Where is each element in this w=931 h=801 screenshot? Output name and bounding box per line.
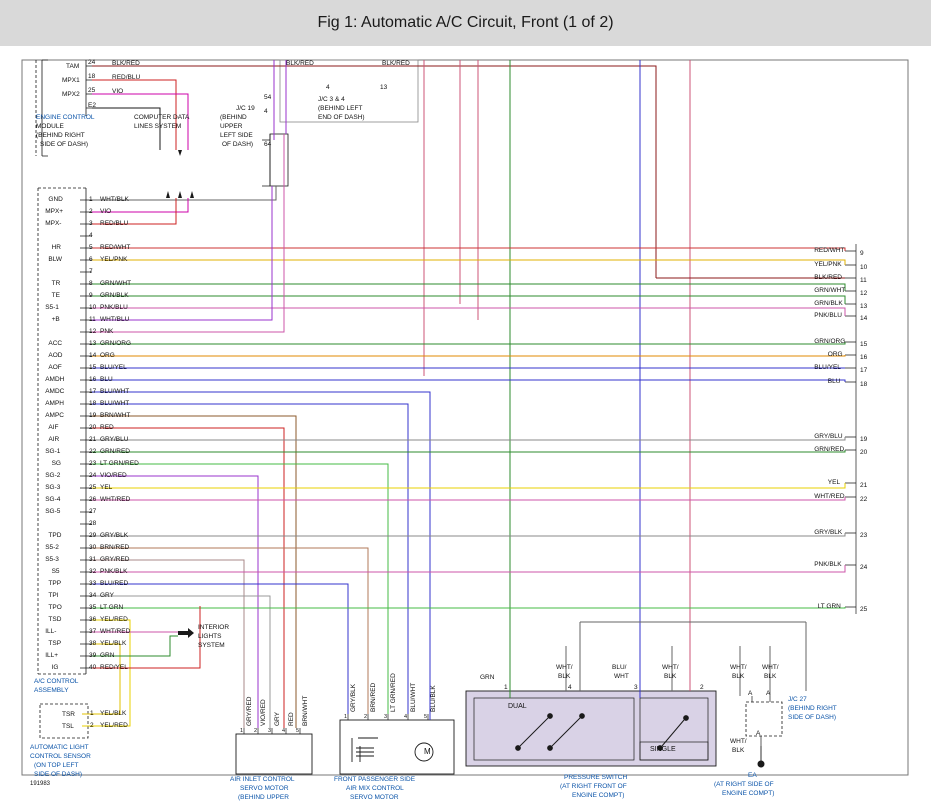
- ac-pin-name-14: AOF: [48, 364, 62, 371]
- ac-pin-num-28: 29: [89, 532, 97, 539]
- ac-pin-wire-9: PNK/BLU: [100, 304, 128, 311]
- light-sensor-label-0: AUTOMATIC LIGHT: [30, 744, 89, 751]
- right-pin-num-5: 14: [860, 315, 868, 322]
- ac-pin-name-2: MPX-: [45, 220, 62, 227]
- computer-data-label-0: COMPUTER DATA: [134, 114, 190, 121]
- right-pin-wire-16: LT GRN: [817, 603, 841, 610]
- pressure-pin-3: 2: [700, 684, 704, 691]
- ecm-pin-wire-1: RED/BLU: [112, 74, 141, 81]
- ac-pin-name-33: TPI: [48, 592, 59, 599]
- ac-pin-num-32: 33: [89, 580, 97, 587]
- pressure-dual-label: DUAL: [508, 703, 527, 710]
- ac-pin-name-1: MPX+: [45, 208, 64, 215]
- ac-pin-num-35: 36: [89, 616, 97, 623]
- right-pin-num-15: 24: [860, 564, 868, 571]
- computer-data-arrows: [166, 150, 194, 198]
- wiring-diagram-canvas: [0, 46, 931, 801]
- pressure-switch-label-1: (AT RIGHT FRONT OF: [560, 783, 627, 790]
- ac-pin-num-13: 14: [89, 352, 97, 359]
- ac-pin-wire-1: VIO: [100, 208, 112, 215]
- right-pin-num-10: 19: [860, 436, 868, 443]
- interior-lights-label-1: LIGHTS: [198, 633, 222, 640]
- ecm-pin-name-0: TAM: [66, 63, 80, 70]
- ac-pin-name-20: AIR: [48, 436, 60, 443]
- pressure-wht-blk-1a: WHT/: [556, 664, 573, 671]
- air-mix-wire-4: BLU/BLK: [430, 685, 437, 712]
- air-inlet-label-2: (BEHIND UPPER: [238, 794, 289, 801]
- ac-pin-name-22: SG: [51, 460, 61, 467]
- jc34-pin-0: 4: [326, 84, 330, 91]
- ac-pin-num-14: 15: [89, 364, 97, 371]
- air-mix-label-2: SERVO MOTOR: [350, 794, 399, 801]
- air-mix-pin-0: 1: [344, 714, 348, 720]
- ac-pin-wire-22: LT GRN/RED: [100, 460, 139, 467]
- air-inlet-servo-box: [236, 734, 312, 774]
- ac-pin-wire-14: BLU/YEL: [100, 364, 127, 371]
- computer-data-label-1: LINES SYSTEM: [134, 123, 182, 130]
- right-pin-wire-9: BLU: [827, 378, 841, 385]
- jc34-pin-1: 13: [380, 84, 388, 91]
- ac-pin-wire-28: GRY/BLK: [100, 532, 129, 539]
- ac-pin-num-9: 10: [89, 304, 97, 311]
- ac-pin-num-12: 13: [89, 340, 97, 347]
- ac-pin-wire-29: BRN/RED: [100, 544, 130, 551]
- ac-pin-num-26: 27: [89, 508, 97, 515]
- interior-lights-arrow: [178, 628, 194, 638]
- ac-pin-wire-7: GRN/WHT: [100, 280, 132, 287]
- right-pin-num-13: 22: [860, 496, 868, 503]
- light-sensor-label-3: SIDE OF DASH): [34, 771, 83, 778]
- pressure-wht-blk-2b: BLK: [664, 673, 677, 680]
- jc27-box: [746, 702, 782, 736]
- ac-pin-num-17: 18: [89, 400, 97, 407]
- interior-lights-label-0: INTERIOR: [198, 624, 230, 631]
- air-mix-wire-3: BLU/WHT: [410, 682, 417, 712]
- ac-pin-num-37: 38: [89, 640, 97, 647]
- right-pin-wire-13: WHT/RED: [814, 493, 845, 500]
- ac-pin-name-37: TSP: [48, 640, 62, 647]
- air-inlet-pin-4: 5: [296, 728, 300, 734]
- ground-ea-label-1: (AT RIGHT SIDE OF: [714, 781, 774, 788]
- ecm-label-3: SIDE OF DASH): [40, 141, 89, 148]
- right-pin-wire-10: GRY/BLU: [814, 433, 843, 440]
- right-pin-wire-6: GRN/ORG: [814, 338, 846, 345]
- jc27-pin-0: A: [748, 690, 753, 697]
- air-mix-wire-0: GRY/BLK: [350, 683, 357, 712]
- ac-pin-num-6: 7: [89, 268, 93, 275]
- ac-pin-name-36: ILL-: [45, 628, 57, 635]
- ac-pin-num-15: 16: [89, 376, 97, 383]
- right-pin-wire-1: YEL/PNK: [814, 261, 842, 268]
- right-pin-num-11: 20: [860, 449, 868, 456]
- ac-pin-num-31: 32: [89, 568, 97, 575]
- ac-pin-name-4: HR: [51, 244, 61, 251]
- ac-pin-name-35: TSD: [48, 616, 62, 623]
- right-pin-wire-4: GRN/BLK: [814, 300, 843, 307]
- wiring-diagram-svg: [0, 46, 931, 795]
- ac-pin-num-10: 11: [89, 316, 96, 323]
- ac-pin-wire-39: RED/YEL: [100, 664, 128, 671]
- pressure-pin-1: 4: [568, 684, 572, 691]
- air-mix-label-0: FRONT PASSENGER SIDE: [334, 776, 416, 783]
- pressure-switch-box: [466, 691, 716, 766]
- air-inlet-label-1: SERVO MOTOR: [240, 785, 289, 792]
- ground-wire-label-1: BLK: [732, 747, 745, 754]
- ac-pin-num-34: 35: [89, 604, 97, 611]
- right-pin-num-2: 11: [860, 277, 867, 284]
- light-sensor-label-1: CONTROL SENSOR: [30, 753, 91, 760]
- figure-header: [0, 0, 931, 46]
- ac-assembly-label-0: A/C CONTROL: [34, 678, 79, 685]
- right-pin-num-1: 10: [860, 264, 868, 271]
- right-pin-num-12: 21: [860, 482, 868, 489]
- air-inlet-pin-0: 1: [240, 728, 244, 734]
- pressure-wht-blk-4a: WHT/: [762, 664, 779, 671]
- air-mix-wire-2: LT GRN/RED: [390, 673, 397, 712]
- ac-pin-name-38: ILL+: [45, 652, 59, 659]
- ac-pin-wire-31: PNK/BLK: [100, 568, 128, 575]
- ground-ea-label-2: ENGINE COMPT): [722, 790, 775, 797]
- pressure-single-label: SINGLE: [650, 746, 676, 753]
- ac-pin-num-1: 2: [89, 208, 93, 215]
- air-inlet-wire-3: RED: [288, 712, 295, 726]
- ac-pin-num-19: 20: [89, 424, 97, 431]
- right-pin-wire-2: BLK/RED: [814, 274, 843, 281]
- air-mix-label-1: AIR MIX CONTROL: [346, 785, 404, 792]
- jc19-label-0: J/C 19: [236, 105, 255, 112]
- ac-pin-name-19: AIF: [48, 424, 59, 431]
- jc19-pin-0: 4: [264, 108, 268, 115]
- top-wire-label-0: BLK/RED: [286, 60, 314, 67]
- ac-pin-name-29: S5-2: [45, 544, 59, 551]
- right-pin-wire-3: GRN/WHT: [814, 287, 846, 294]
- pressure-pin-2: 3: [634, 684, 638, 691]
- light-sensor-box: [40, 704, 88, 738]
- ground-ea-label-0: EA: [748, 772, 757, 779]
- pressure-wht-blk-2a: WHT/: [662, 664, 679, 671]
- air-mix-servo-box: [340, 720, 454, 774]
- ac-pin-wire-32: BLU/RED: [100, 580, 129, 587]
- jc34-box: [280, 60, 418, 122]
- ac-pin-wire-15: BLU: [100, 376, 113, 383]
- ac-pin-name-32: TPP: [48, 580, 62, 587]
- pressure-wht-blk-4b: BLK: [764, 673, 777, 680]
- ac-pin-num-25: 26: [89, 496, 97, 503]
- ac-pin-wire-12: GRN/ORG: [100, 340, 132, 347]
- ac-pin-name-23: SG-2: [45, 472, 61, 479]
- ac-pin-name-7: TR: [51, 280, 61, 287]
- ac-pin-num-7: 8: [89, 280, 93, 287]
- air-inlet-pin-3: 4: [282, 728, 286, 734]
- ecm-pin-wire-0: BLK/RED: [112, 60, 140, 67]
- ac-pin-num-23: 24: [89, 472, 97, 479]
- ac-pin-num-3: 4: [89, 232, 93, 239]
- pressure-wht-blk-3b: BLK: [732, 673, 745, 680]
- ac-pin-wire-2: RED/BLU: [100, 220, 129, 227]
- ecm-label-0: ENGINE CONTROL: [36, 114, 95, 121]
- right-pin-num-0: 9: [860, 250, 864, 257]
- ac-pin-name-10: +B: [51, 316, 60, 323]
- ac-pin-num-21: 22: [89, 448, 97, 455]
- ac-pin-num-5: 6: [89, 256, 93, 263]
- ac-pin-name-24: SG-3: [45, 484, 61, 491]
- right-pin-wire-12: YEL: [827, 479, 841, 486]
- ac-pin-name-34: TPO: [48, 604, 62, 611]
- jc27-label-2: SIDE OF DASH): [788, 714, 837, 721]
- ac-pin-name-25: SG-4: [45, 496, 61, 503]
- air-inlet-wire-1: VIO/RED: [260, 699, 267, 726]
- jc34-label-2: END OF DASH): [318, 114, 365, 121]
- ac-pin-name-15: AMDH: [45, 376, 65, 383]
- air-inlet-pin-1: 2: [254, 728, 258, 734]
- right-pin-wire-11: GRN/RED: [814, 446, 845, 453]
- pressure-pin-0: 1: [504, 684, 508, 691]
- ecm-pin-num-0: 24: [88, 59, 96, 66]
- light-sensor-pin-num-1: 2: [90, 722, 94, 729]
- jc34-label-1: (BEHIND LEFT: [318, 105, 363, 112]
- motor-symbol: M: [424, 747, 431, 756]
- ac-pin-num-2: 3: [89, 220, 93, 227]
- ac-pin-wire-13: ORG: [100, 352, 115, 359]
- ac-pin-num-36: 37: [89, 628, 97, 635]
- right-pin-wire-15: PNK/BLK: [814, 561, 842, 568]
- ac-pin-wire-35: YEL/RED: [100, 616, 128, 623]
- ac-pin-wire-21: GRN/RED: [100, 448, 130, 455]
- ac-pin-name-17: AMPH: [45, 400, 64, 407]
- ac-pin-num-33: 34: [89, 592, 97, 599]
- pressure-grn-label: GRN: [480, 674, 495, 681]
- right-pin-wire-5: PNK/BLU: [814, 312, 843, 319]
- right-pin-num-7: 16: [860, 354, 868, 361]
- light-sensor-pin-wire-0: YEL/BLK: [100, 710, 127, 717]
- page-title: Fig 1: Automatic A/C Circuit, Front (1 of 2): [317, 14, 614, 31]
- ac-pin-wire-10: WHT/BLU: [100, 316, 130, 323]
- pressure-blu-wht-a: BLU/: [612, 664, 627, 671]
- ac-pin-name-13: AOD: [48, 352, 63, 359]
- pressure-wht-blk-3a: WHT/: [730, 664, 747, 671]
- ac-pin-name-12: ACC: [48, 340, 63, 347]
- light-sensor-pin-wire-1: YEL/RED: [100, 722, 128, 729]
- ecm-pin-name-2: MPX2: [62, 91, 80, 98]
- right-pin-wire-7: ORG: [827, 351, 843, 358]
- ac-pin-num-20: 21: [89, 436, 97, 443]
- right-pin-wire-8: BLU/YEL: [814, 364, 841, 371]
- interior-lights-label-2: SYSTEM: [198, 642, 225, 649]
- jc27-pin-2: A: [756, 730, 761, 737]
- ac-pin-wire-17: BLU/WHT: [100, 400, 130, 407]
- ac-pin-wire-18: BRN/WHT: [100, 412, 131, 419]
- light-sensor-pin-name-1: TSL: [62, 723, 74, 730]
- light-sensor-pin-name-0: TSR: [62, 711, 75, 718]
- ecm-pin-name-1: MPX1: [62, 77, 80, 84]
- ac-pin-name-21: SG-1: [45, 448, 61, 455]
- ac-pin-name-28: TPD: [48, 532, 62, 539]
- pressure-blu-wht-b: WHT: [614, 673, 629, 680]
- pressure-switch-label-0: PRESSURE SWITCH: [564, 774, 628, 781]
- corner-code: 191983: [30, 781, 51, 787]
- ac-pin-name-16: AMDC: [45, 388, 65, 395]
- ac-pin-num-4: 5: [89, 244, 93, 251]
- ac-pin-num-27: 28: [89, 520, 97, 527]
- right-pin-num-9: 18: [860, 381, 868, 388]
- ac-pin-wire-4: RED/WHT: [100, 244, 131, 251]
- ac-pin-num-30: 31: [89, 556, 97, 563]
- jc27-label-1: (BEHIND RIGHT: [788, 705, 837, 712]
- ac-pin-wire-5: YEL/PNK: [100, 256, 128, 263]
- ground-symbol: [758, 746, 764, 767]
- ac-pin-num-8: 9: [89, 292, 93, 299]
- ac-pin-name-39: IG: [51, 664, 59, 671]
- right-pin-num-8: 17: [860, 367, 868, 374]
- ac-pin-name-9: S5-1: [45, 304, 59, 311]
- light-sensor-label-2: (ON TOP LEFT: [34, 762, 79, 769]
- jc34-label-0: J/C 3 & 4: [318, 96, 345, 103]
- ac-pin-num-29: 30: [89, 544, 97, 551]
- ac-pin-num-39: 40: [89, 664, 97, 671]
- ecm-pin-num-1: 18: [88, 73, 96, 80]
- air-inlet-pin-2: 3: [268, 728, 272, 734]
- ecm-label-2: (BEHIND RIGHT: [36, 132, 85, 139]
- ecm-pin-name-3: E2: [88, 102, 96, 109]
- ac-pin-name-5: BLW: [48, 256, 62, 263]
- ac-pin-name-8: TE: [51, 292, 60, 299]
- jc19-label-4: OF DASH): [222, 141, 254, 148]
- jc19-label-1: (BEHIND: [220, 114, 247, 121]
- ac-assembly-label-1: ASSEMBLY: [34, 687, 69, 694]
- ac-pin-name-26: SG-5: [45, 508, 61, 515]
- jc19-pin-2: 64: [264, 141, 272, 148]
- right-pin-num-3: 12: [860, 290, 868, 297]
- ac-pin-name-0: GND: [48, 196, 63, 203]
- ac-pin-num-18: 19: [89, 412, 97, 419]
- light-sensor-pin-num-0: 1: [90, 710, 94, 717]
- ac-pin-wire-11: PNK: [100, 328, 114, 335]
- ac-pin-num-16: 17: [89, 388, 97, 395]
- ac-pin-wire-20: GRY/BLU: [100, 436, 129, 443]
- ac-pin-wire-19: RED: [100, 424, 114, 431]
- ecm-pin-num-2: 25: [88, 87, 96, 94]
- air-inlet-label-0: AIR INLET CONTROL: [230, 776, 295, 783]
- ac-pin-wire-36: WHT/RED: [100, 628, 131, 635]
- right-pin-num-16: 25: [860, 606, 868, 613]
- jc19-label-3: LEFT SIDE: [220, 132, 253, 139]
- jc19-label-2: UPPER: [220, 123, 243, 130]
- right-pin-num-4: 13: [860, 303, 868, 310]
- pressure-switch-label-2: ENGINE COMPT): [572, 792, 625, 799]
- ac-pin-num-22: 23: [89, 460, 97, 467]
- air-inlet-wire-2: GRY: [274, 712, 281, 726]
- ac-pin-wire-38: GRN: [100, 652, 115, 659]
- ecm-label-1: MODULE: [36, 123, 64, 130]
- ac-pin-wire-30: GRY/RED: [100, 556, 130, 563]
- ac-pin-wire-23: VIO/RED: [100, 472, 127, 479]
- pressure-wht-blk-1b: BLK: [558, 673, 571, 680]
- air-inlet-wire-4: BRN/WHT: [302, 695, 309, 726]
- jc19-box: [270, 134, 288, 186]
- air-mix-pin-4: 5: [424, 714, 428, 720]
- ac-pin-wire-37: YEL/BLK: [100, 640, 127, 647]
- right-pin-wire-0: RED/WHT: [814, 247, 845, 254]
- ac-pin-wire-25: WHT/RED: [100, 496, 131, 503]
- right-pin-num-6: 15: [860, 341, 868, 348]
- right-pin-num-14: 23: [860, 532, 868, 539]
- air-mix-pin-1: 2: [364, 714, 368, 720]
- right-pin-wire-14: GRY/BLK: [814, 529, 843, 536]
- jc19-pin-1: 54: [264, 94, 272, 101]
- air-mix-wire-1: BRN/RED: [370, 682, 377, 712]
- ac-pin-name-18: AMPC: [45, 412, 64, 419]
- ac-pin-wire-24: YEL: [100, 484, 113, 491]
- top-wire-label-1: BLK/RED: [382, 60, 410, 67]
- ecm-pin-wire-2: VIO: [112, 88, 124, 95]
- jc27-label-0: J/C 27: [788, 696, 807, 703]
- ac-pin-num-38: 39: [89, 652, 97, 659]
- air-mix-pin-3: 4: [404, 714, 408, 720]
- ac-pin-num-24: 25: [89, 484, 97, 491]
- air-mix-pin-2: 3: [384, 714, 388, 720]
- ac-pin-num-11: 12: [89, 328, 97, 335]
- ac-pin-wire-8: GRN/BLK: [100, 292, 129, 299]
- ac-pin-wire-34: LT GRN: [100, 604, 124, 611]
- ac-pin-num-0: 1: [89, 196, 93, 203]
- ac-pin-wire-0: WHT/BLK: [100, 196, 129, 203]
- air-inlet-wire-0: GRY/RED: [246, 696, 253, 726]
- ac-pin-name-30: S5-3: [45, 556, 59, 563]
- ac-pin-wire-33: GRY: [100, 592, 114, 599]
- ac-pin-wire-16: BLU/WHT: [100, 388, 130, 395]
- ac-pin-name-31: S5: [51, 568, 60, 575]
- jc27-pin-1: A: [766, 690, 771, 697]
- ground-wire-label-0: WHT/: [730, 738, 747, 745]
